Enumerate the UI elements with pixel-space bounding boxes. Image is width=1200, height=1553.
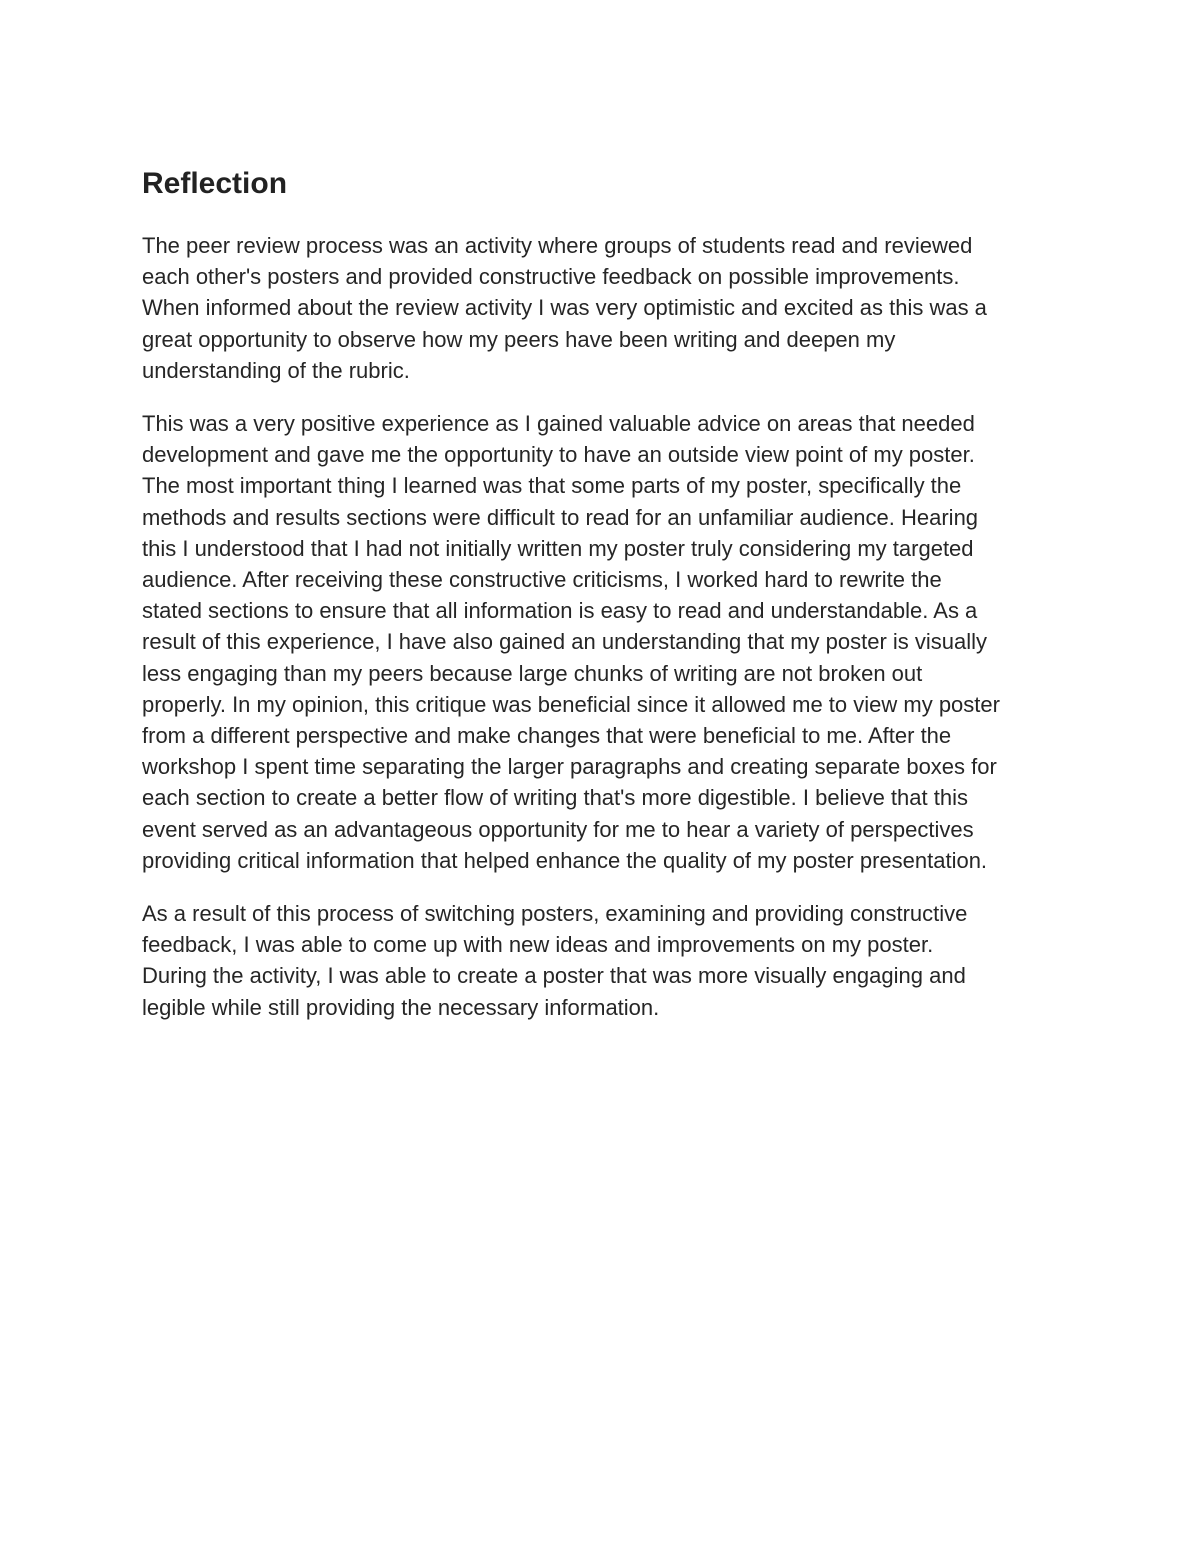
paragraph-line: When informed about the review activity I was very optimistic and excited as this was a: [142, 295, 987, 321]
document-title: Reflection: [142, 167, 288, 200]
paragraph-line: great opportunity to observe how my peers have been writing and deepen my: [142, 326, 896, 352]
paragraph-line: less engaging than my peers because large chunks of writing are not broken out: [142, 660, 923, 686]
paragraph-line: event served as an advantageous opportunity for me to hear a variety of perspectives: [142, 816, 974, 842]
paragraph-line: During the activity, I was able to create a poster that was more visually engaging and: [142, 963, 966, 989]
document-page: [142, 160, 1072, 1045]
paragraph-line: stated sections to ensure that all information is easy to read and understandable. As a: [142, 598, 978, 624]
paragraph-line: audience. After receiving these constructive criticisms, I worked hard to rewrite the: [142, 567, 942, 593]
paragraph-line: properly. In my opinion, this critique was beneficial since it allowed me to view my poster: [142, 691, 1000, 717]
paragraph-line: feedback, I was able to come up with new ideas and improvements on my poster.: [142, 932, 934, 958]
paragraph-line: providing critical information that helped enhance the quality of my poster presentation.: [142, 847, 988, 873]
paragraph-line: from a different perspective and make changes that were beneficial to me. After the: [142, 723, 952, 749]
paragraph-line: this I understood that I had not initially written my poster truly considering my targeted: [142, 535, 974, 561]
paragraph-line: The most important thing I learned was that some parts of my poster, specifically the: [142, 473, 962, 499]
paragraph-1: [142, 230, 1072, 386]
paragraph-2: [142, 408, 1072, 876]
paragraph-line: workshop I spent time separating the larger paragraphs and creating separate boxes for: [142, 754, 997, 780]
paragraph-line: each other's posters and provided constructive feedback on possible improvements.: [142, 264, 960, 290]
paragraph-line: development and gave me the opportunity to have an outside view point of my poster.: [142, 442, 975, 468]
paragraph-line: The peer review process was an activity where groups of students read and reviewed: [142, 233, 973, 258]
paragraph-line: This was a very positive experience as I gained valuable advice on areas that needed: [142, 411, 975, 437]
paragraph-line: legible while still providing the necessary information.: [142, 994, 660, 1020]
paragraph-line: result of this experience, I have also gained an understanding that my poster is visually: [142, 629, 988, 655]
paragraph-line: each section to create a better flow of writing that's more digestible. I believe that this: [142, 785, 968, 811]
paragraph-line: understanding of the rubric.: [142, 357, 410, 383]
paragraph-3: [142, 898, 1072, 1023]
paragraph-line: methods and results sections were difficult to read for an unfamiliar audience. Hearing: [142, 504, 979, 530]
paragraph-line: As a result of this process of switching posters, examining and providing constructive: [142, 901, 968, 927]
